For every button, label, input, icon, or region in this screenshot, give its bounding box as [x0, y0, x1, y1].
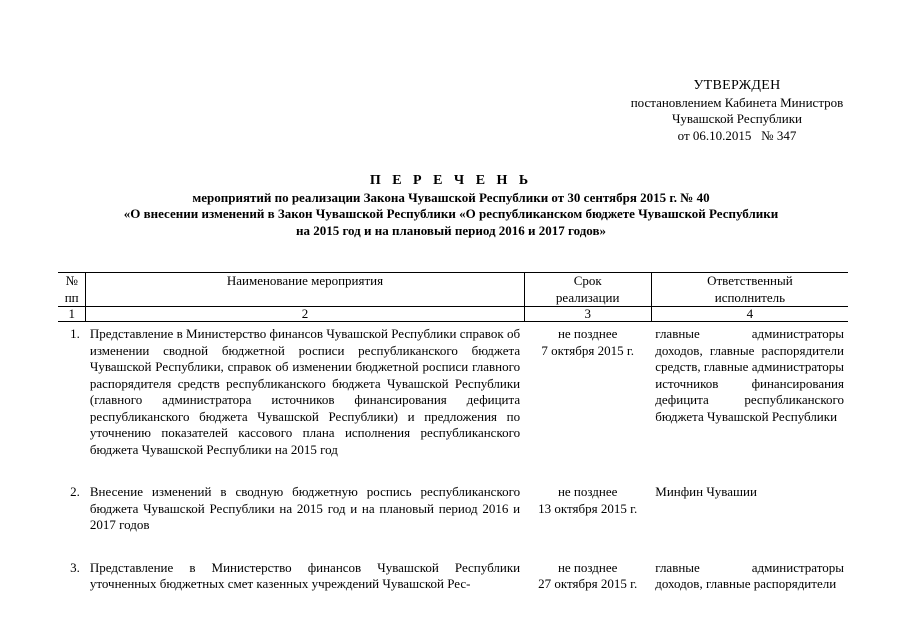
- document-title: П Е Р Е Ч Е Н Ь: [369, 173, 533, 188]
- column-number: 4: [651, 307, 848, 322]
- document-heading: [60, 173, 842, 239]
- approval-stamp: [612, 78, 862, 144]
- row-number: 2.: [70, 484, 80, 499]
- column-number: 1: [58, 307, 86, 322]
- measure-responsible: Минфин Чувашии: [655, 484, 757, 499]
- approval-republic: Чувашской Республики: [671, 111, 803, 126]
- measure-responsible: главные администраторы доходов, главные распорядители: [655, 559, 844, 591]
- column-number-row: [58, 307, 848, 322]
- heading-line-1: мероприятий по реализации Закона Чувашской Республики от 30 сентября 2015 г. № 40: [192, 189, 710, 205]
- table-row: [58, 480, 848, 556]
- table-header-row: [58, 273, 848, 307]
- measures-table: [58, 272, 848, 615]
- row-number: 1.: [70, 326, 80, 341]
- row-number: 3.: [70, 559, 80, 575]
- header-responsible: Ответственный исполнитель: [651, 273, 848, 307]
- heading-line-2: «О внесении изменений в Закон Чувашской Республики «О республиканском бюджете Чувашской Республики: [123, 206, 779, 221]
- column-number: 2: [86, 307, 524, 322]
- heading-line-3: на 2015 год и на плановый период 2016 и 2017 годов»: [295, 222, 606, 238]
- column-number: 3: [524, 307, 651, 322]
- measure-name: Представление в Министерство финансов Чувашской Республики справок об изменении сводной бюджетной росписи республиканского бюджета Чувашской Республики, справок об изменении бюджетной росписи главного распорядителя средств республиканского бюджета Чувашской Республики (главного администратора источников финансирования дефицита республиканского бюджета Чувашской Республики) и предложения по уточнению показателей кассового плана исполнения республиканского бюджета Чувашской Республики на 2015 год: [89, 326, 521, 457]
- header-name: Наименование мероприятия: [86, 273, 524, 307]
- header-no: № пп: [58, 273, 86, 307]
- approval-authority: постановлением Кабинета Министров: [630, 94, 844, 110]
- measure-term: не позднее 27 октября 2015 г.: [538, 559, 638, 591]
- approval-title: УТВЕРЖДЕН: [693, 78, 781, 93]
- table-row: [58, 322, 848, 481]
- measure-name: Внесение изменений в сводную бюджетную роспись республиканского бюджета Чувашской Республики на 2015 год и на плановый период 2016 и 2017 годов: [89, 484, 521, 532]
- measure-responsible: главные администраторы доходов, главные распорядители средств, главные администраторы источников финансирования дефицита республиканского бюджета Чувашской Республики: [655, 326, 844, 424]
- measure-term: не позднее 7 октября 2015 г.: [541, 326, 634, 358]
- header-term: Срок реализации: [524, 273, 651, 307]
- table-row: [58, 556, 848, 615]
- measure-name: Представление в Министерство финансов Чувашской Республики уточненных бюджетных смет казенных учреждений Чувашской Рес-: [89, 559, 521, 591]
- approval-date-number: от 06.10.2015 № 347: [677, 127, 797, 143]
- measure-term: не позднее 13 октября 2015 г.: [538, 484, 638, 516]
